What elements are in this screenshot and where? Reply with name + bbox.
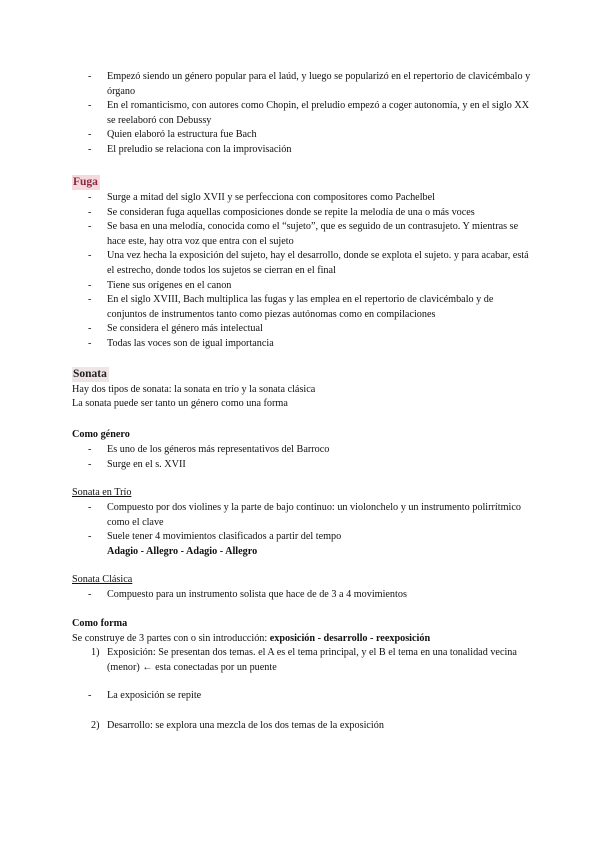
list-item: - El preludio se relaciona con la improvisación xyxy=(88,143,292,155)
list-item: 1) Exposición: Se presentan dos temas. el A es el tema principal, y el B el tema en una tonalidad vecina (menor) ← esta conectadas por un puente xyxy=(91,647,517,673)
list-item: - Compuesto por dos violines y la parte de bajo continuo: un violonchelo y un instrumento polirrítmico como el clave xyxy=(88,502,521,528)
list-item: - Se basa en una melodía, conocida como el “sujeto”, que es seguido de un contrasujeto. Y mientras se hace este, hay otra voz que entra con el sujeto xyxy=(88,221,519,247)
fuga-section xyxy=(72,175,534,191)
sonata-definition-text: La sonata puede ser tanto un género como una forma xyxy=(72,398,288,410)
como-genero-list xyxy=(73,443,533,472)
forma-sub-list xyxy=(73,689,533,704)
list-item: - Se consideran fuga aquellas composiciones donde se repite la melodía de una o más voces xyxy=(88,206,475,218)
sonata-trio-heading: Sonata en Trío xyxy=(72,487,132,498)
como-genero-heading: Como género xyxy=(72,429,130,440)
list-item: - La exposición se repite xyxy=(88,690,202,701)
list-item: - Quien elaboró la estructura fue Bach xyxy=(88,129,257,141)
trio-list xyxy=(73,501,533,559)
clasica-list xyxy=(73,588,533,603)
fuga-list xyxy=(73,191,533,352)
sonata-heading: Sonata xyxy=(73,368,107,380)
trio-heading-wrap xyxy=(72,486,534,501)
list-item: - Surge a mitad del siglo XVII y se perfecciona con compositores como Pachelbel xyxy=(88,192,435,203)
sonata-types-text: Hay dos tipos de sonata: la sonata en trío y la sonata clásica xyxy=(72,383,316,395)
sonata-section xyxy=(72,367,534,412)
list-item: - Es uno de los géneros más representativos del Barroco xyxy=(88,444,330,455)
list-item: - Una vez hecha la exposición del sujeto, hay el desarrollo, donde se explota el sujeto. y para acabar, está el estrecho, donde todos los sujetos se cierran en el final xyxy=(88,250,529,276)
list-item: - Todas las voces son de igual importancia xyxy=(88,337,274,349)
clasica-heading-wrap xyxy=(72,573,534,588)
como-genero-heading-wrap xyxy=(72,428,534,443)
list-item: 2) Desarrollo: se explora una mezcla de los dos temas de la exposición xyxy=(91,720,384,731)
list-item: - En el romanticismo, con autores como Chopin, el preludio empezó a coger autonomía, y en el siglo XX se reelaboró con Debussy xyxy=(88,100,530,126)
forma-numbered-list-2 xyxy=(73,719,533,734)
list-item: - Surge en el s. XVII xyxy=(88,458,186,470)
como-forma-heading: Como forma xyxy=(72,618,128,629)
list-item: - Empezó siendo un género popular para el laúd, y luego se popularizó en el repertorio de clavicémbalo y órgano xyxy=(88,71,531,97)
como-forma-section xyxy=(72,617,534,646)
tempo-sequence: Adagio - Allegro - Adagio - Allegro xyxy=(107,545,258,557)
fuga-heading: Fuga xyxy=(73,176,98,188)
forma-intro-text: Se construye de 3 partes con o sin introducción: exposición - desarrollo - reexposición xyxy=(72,632,431,644)
list-item: - Se considera el género más intelectual xyxy=(88,323,263,335)
list-item: - En el siglo XVIII, Bach multiplica las fugas y las emplea en el repertorio de clavicémbalo y de conjuntos de instrumentos tanto como piezas autónomas como en compilaciones xyxy=(88,294,494,320)
preludio-list xyxy=(73,70,533,158)
list-item: - Compuesto para un instrumento solista que hace de de 3 a 4 movimientos xyxy=(88,589,407,600)
forma-numbered-list xyxy=(73,646,533,675)
list-item: - Suele tener 4 movimientos clasificados a partir del tempo Adagio - Allegro - Adagio - Allegro xyxy=(88,531,342,557)
list-item: - Tiene sus orígenes en el canon xyxy=(88,279,232,291)
sonata-clasica-heading: Sonata Clásica xyxy=(72,574,133,585)
